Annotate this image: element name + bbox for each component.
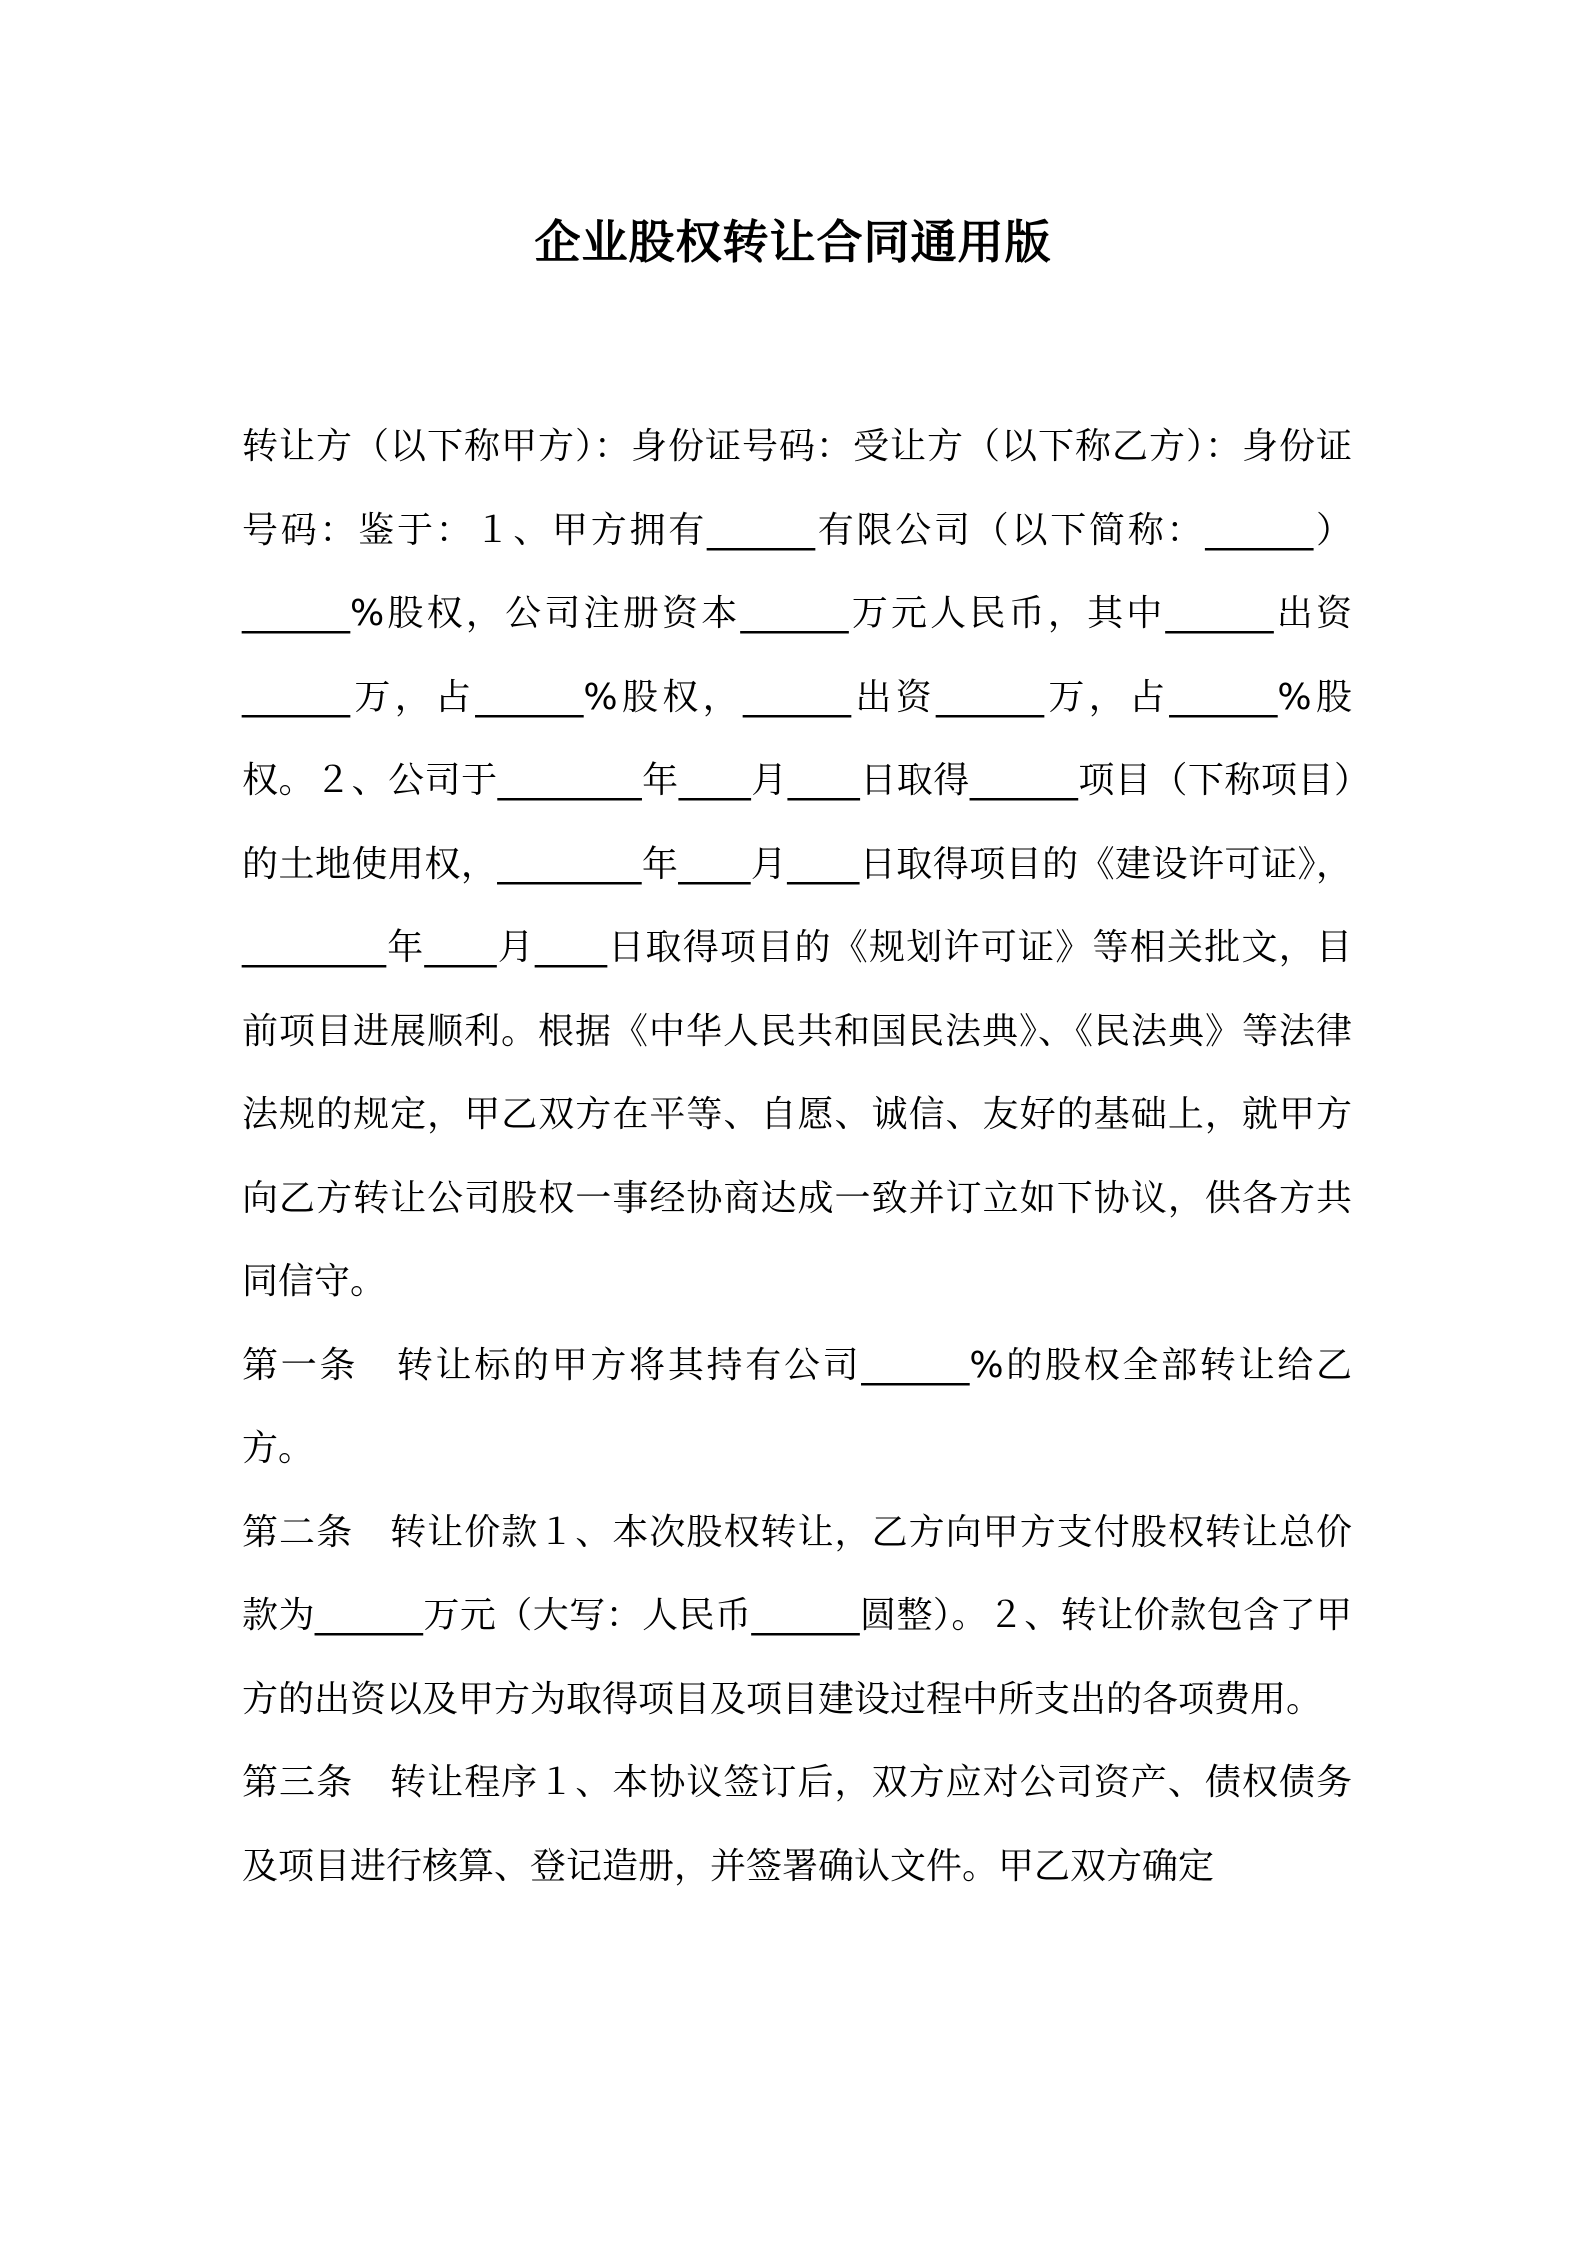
paragraph-preamble: 转让方（以下称甲方）：身份证号码：受让方（以下称乙方）：身份证号码：鉴于：１、甲方拥有______有限公司（以下简称：______）______%股权，公司注册资本______万元人民币，其中______出资______万，占______%股权，______出资______万，占______%股权。２、公司于________年____月____日取得______项目（下称项目）的土地使用权，________年____月____日取得项目的《建设许可证》，________年____月____日取得项目的《规划许可证》等相关批文，目前项目进展顺利。根据《中华人民共和国民法典》、《民法典》等法律法规的规定，甲乙双方在平等、自愿、诚信、友好的基础上，就甲方向乙方转让公司股权一事经协商达成一致并订立如下协议，供各方共同信守。	[242, 426, 1352, 1302]
paragraph-article-3: 第三条 转让程序１、本协议签订后，双方应对公司资产、债权债务及项目进行核算、登记造册，并签署确认文件。甲乙双方确定	[242, 1762, 1352, 1887]
paragraph-article-1: 第一条 转让标的甲方将其持有公司______%的股权全部转让给乙方。	[242, 1344, 1352, 1469]
paragraph-article-2: 第二条 转让价款１、本次股权转让，乙方向甲方支付股权转让总价款为______万元（大写：人民币______圆整）。２、转让价款包含了甲方的出资以及甲方为取得项目及项目建设过程中所支出的各项费用。	[242, 1511, 1352, 1720]
document-title: 企业股权转让合同通用版	[534, 215, 1052, 269]
document-body	[242, 405, 1352, 1908]
